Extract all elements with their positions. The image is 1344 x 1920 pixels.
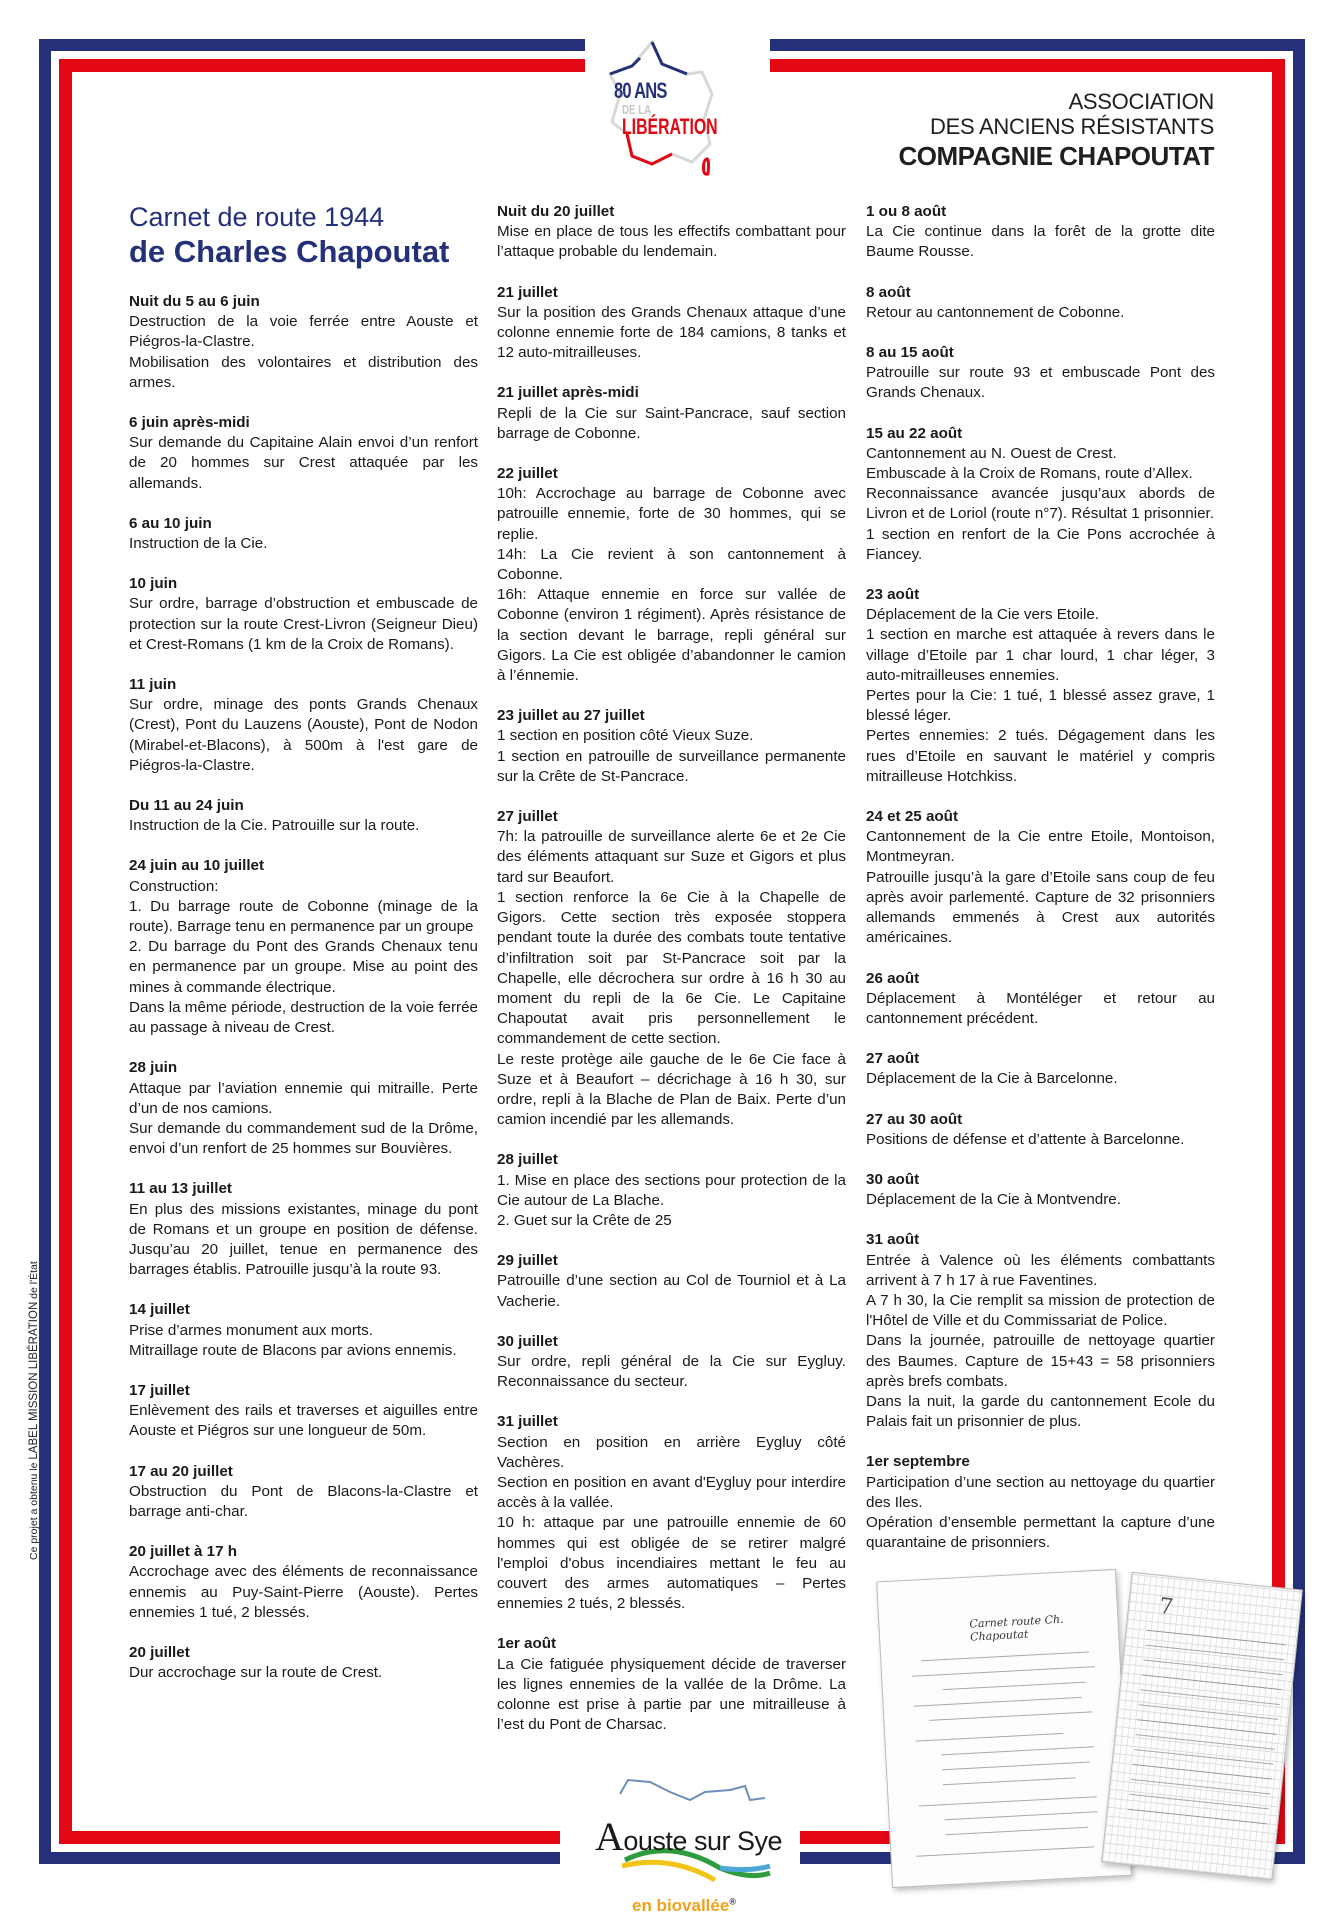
journal-entry — [129, 514, 478, 554]
notebook-page-title: Carnet route Ch. Chapoutat — [969, 1612, 1064, 1644]
journal-entry — [866, 424, 1215, 565]
entry-text: Section en position en arrière Eygluy côté Vachères. — [497, 1433, 846, 1471]
notebook-photos — [866, 1545, 1286, 1895]
entry-date: 29 juillet — [497, 1252, 558, 1270]
entry-date: 24 et 25 août — [866, 808, 959, 826]
entry-text: 1. Du barrage route de Cobonne (minage de la route). Barrage tenu en permanence par un groupe — [129, 897, 478, 936]
entry-text: Obstruction du Pont de Blacons-la-Clastre et barrage anti-char. — [129, 1482, 478, 1520]
entry-text: Enlèvement des rails et traverses et aiguilles entre Aouste et Piégros sur une longueur de 50m. — [129, 1402, 478, 1440]
entry-date: 17 juillet — [129, 1381, 190, 1399]
entry-text: 1 section en renfort de la Cie Pons accrochée à Fiancey. — [866, 525, 1215, 563]
entry-text: 1 section en patrouille de surveillance permanente sur la Crête de St-Pancrace. — [497, 747, 846, 785]
entry-text: Instruction de la Cie. — [129, 535, 268, 553]
page-title — [129, 201, 449, 271]
entry-date: 27 au 30 août — [866, 1110, 963, 1128]
entry-text: 14h: La Cie revient à son cantonnement à Cobonne. — [497, 545, 846, 584]
journal-entry — [866, 585, 1215, 787]
journal-entry — [129, 1462, 478, 1523]
entry-date: 11 juin — [129, 676, 177, 694]
column-middle — [497, 202, 846, 1755]
entry-text: Instruction de la Cie. Patrouille sur la route. — [129, 817, 420, 835]
entry-date: Nuit du 20 juillet — [497, 203, 615, 220]
entry-text: Construction: — [129, 877, 219, 895]
journal-entry — [497, 383, 846, 444]
entry-text: Pertes ennemies: 2 tués. Dégagement dans les rues d’Etoile en sauvant le matériel y compris mitrailleuse Hotchkiss. — [866, 727, 1215, 785]
journal-entry — [129, 675, 478, 776]
journal-entry — [497, 706, 846, 787]
entry-date: 28 juin — [129, 1059, 178, 1077]
journal-entry — [866, 1452, 1215, 1553]
header-line-association: ASSOCIATION — [1068, 89, 1214, 114]
journal-entry — [129, 574, 478, 655]
label-mission-liberation — [28, 1261, 40, 1560]
journal-entry — [129, 856, 478, 1038]
entry-text: Attaque par l’aviation ennemie qui mitraille. Perte d’un de nos camions. — [129, 1079, 478, 1117]
entry-date: 30 juillet — [497, 1332, 558, 1350]
journal-entry — [129, 1179, 478, 1280]
journal-entry — [129, 796, 478, 836]
entry-text: 2. Guet sur la Crête de 25 — [497, 1211, 672, 1229]
entry-date: 6 juin après-midi — [129, 414, 250, 432]
entry-text: La Cie fatiguée physiquement décide de traverser les lignes ennemies de la vallée de la Drôme. La colonne est prise à partie par une mitrailleuse à l’est du Pont de Charsac. — [497, 1655, 846, 1734]
entry-text: 1 section en position côté Vieux Suze. — [497, 727, 754, 745]
entry-text: Patrouille jusqu’à la gare d’Etoile sans coup de feu après avoir parlementé. Capture de 32 prisonniers allemands emmenés à Crest aux autorités américaines. — [866, 868, 1215, 947]
entry-date: 22 juillet — [497, 465, 558, 483]
entry-text: En plus des missions existantes, minage du pont de Romans et un groupe en position de défense. Jusqu’au 20 juillet, tenue en permanence des barrages établis. Patrouille jusqu’à la route 93. — [129, 1200, 478, 1279]
entry-text: Mobilisation des volontaires et distribution des armes. — [129, 353, 478, 391]
entry-date: 21 juillet — [497, 283, 558, 301]
entry-date: 20 juillet — [129, 1643, 190, 1661]
entry-text: Mise en place de tous les effectifs combattant pour l’attaque probable du lendemain. — [497, 223, 846, 261]
entry-text: A 7 h 30, la Cie remplit sa mission de protection de l'Hôtel de Ville et du Commissariat de Police. — [866, 1291, 1215, 1330]
entry-date: 11 au 13 juillet — [129, 1180, 232, 1198]
entry-date: Nuit du 5 au 6 juin — [129, 293, 260, 310]
logo-name-rest: ouste sur Sye — [623, 1826, 782, 1856]
journal-entry — [497, 1634, 846, 1735]
logo-text-liberation: LIBÉRATION — [622, 114, 718, 139]
entry-text: Sur demande du Capitaine Alain envoi d’un renfort de 20 hommes sur Crest attaquée par les allemands. — [129, 434, 478, 492]
entry-date: 6 au 10 juin — [129, 514, 212, 532]
entry-text: Reconnaissance avancée jusqu’aux abords de Livron et de Loriol (route n°7). Résultat 1 prisonnier. — [866, 485, 1215, 523]
entry-text: 1 section en marche est attaquée à revers dans le village d’Etoile par 1 char lourd, 1 char léger, 3 auto-mitrailleuses ennemies. — [866, 626, 1215, 684]
side-label-suffix: de l'État — [28, 1261, 40, 1302]
entry-text: Participation d’une section au nettoyage du quartier des Iles. — [866, 1473, 1215, 1511]
journal-entry — [497, 202, 846, 263]
journal-entry — [497, 1332, 846, 1393]
entry-text: La Cie continue dans la forêt de la grotte dite Baume Rousse. — [866, 223, 1215, 261]
entry-date: 10 juin — [129, 575, 178, 593]
journal-entry — [129, 1542, 478, 1623]
notebook-page-1 — [876, 1569, 1132, 1888]
entry-date: 27 juillet — [497, 808, 558, 826]
entry-text: Sur la position des Grands Chenaux attaque d’une colonne ennemie forte de 184 camions, 8 tanks et 12 auto-mitrailleuses. — [497, 303, 846, 362]
entry-date: 23 août — [866, 586, 920, 604]
side-label-prefix: Ce projet a obtenu le — [28, 1459, 40, 1560]
entry-text: Déplacement à Montéléger et retour au cantonnement précédent. — [866, 989, 1215, 1027]
header-line-compagnie: COMPAGNIE CHAPOUTAT — [898, 140, 1214, 171]
entry-date: 1er septembre — [866, 1453, 970, 1471]
entry-text: Sur demande du commandement sud de la Drôme, envoi d’un renfort de 25 hommes sur Bouvières. — [129, 1119, 478, 1158]
entry-date: 21 juillet après-midi — [497, 384, 639, 402]
entry-text: Entrée à Valence où les éléments combattants arrivent à 7 h 17 à rue Faventines. — [866, 1251, 1215, 1289]
journal-entry — [129, 413, 478, 494]
entry-text: Sur ordre, minage des ponts Grands Chenaux (Crest), Pont du Lauzens (Aouste), Pont de Nodon (Mirabel-et-Blacons), à 500m à l'est gare de Piégros-la-Clastre. — [129, 696, 478, 774]
entry-date: 30 août — [866, 1170, 920, 1188]
entry-text: Sur ordre, repli général de la Cie sur Eygluy. Reconnaissance du secteur. — [497, 1352, 846, 1391]
entry-text: 16h: Attaque ennemie en force sur vallée de Cobonne (environ 1 régiment). Après résistance de la section devant le barrage, repli général sur Gigors. La Cie est obligée d’abandonner le camion à l’énnemie. — [497, 586, 846, 685]
journal-entry — [497, 283, 846, 364]
entry-date: 14 juillet — [129, 1301, 190, 1319]
entry-date: 8 au 15 août — [866, 344, 954, 362]
entry-text: Destruction de la voie ferrée entre Aouste et Piégros-la-Clastre. — [129, 313, 478, 351]
title-line-1: Carnet de route 1944 — [129, 202, 385, 232]
entry-text: Embuscade à la Croix de Romans, route d’Allex. — [866, 465, 1193, 483]
entry-text: 2. Du barrage du Pont des Grands Chenaux tenu en permanence par un groupe. Mise au point des mines à commande électrique. — [129, 938, 478, 996]
journal-entry — [866, 1170, 1215, 1210]
logo-text-80-ans: 80 ANS — [614, 78, 667, 103]
entry-text: Prise d’armes monument aux morts. — [129, 1321, 373, 1339]
entry-date: 17 au 20 juillet — [129, 1462, 233, 1480]
entry-text: Pertes pour la Cie: 1 tué, 1 blessé assez grave, 1 blessé léger. — [866, 687, 1215, 725]
logo-aouste-sur-sye — [570, 1768, 790, 1918]
entry-text: 7h: la patrouille de surveillance alerte 6e et 2e Cie des éléments attaquant sur Suze et Gigors et plus tard sur Beaufort. — [497, 828, 846, 886]
journal-entry — [129, 1300, 478, 1361]
entry-text: Cantonnement au N. Ouest de Crest. — [866, 444, 1117, 462]
entry-text: Retour au cantonnement de Cobonne. — [866, 303, 1125, 321]
entry-date: Du 11 au 24 juin — [129, 797, 244, 815]
entry-date: 1er août — [497, 1635, 557, 1653]
journal-entry — [497, 1251, 846, 1312]
logo-tagline-text: en biovallée — [632, 1896, 730, 1915]
journal-entry — [129, 1643, 478, 1683]
logo-tagline — [632, 1896, 736, 1916]
entry-text: 1 section renforce la 6e Cie à la Chapelle de Gigors. Cette section très exposée stoppera pendant toute la durée des combats toute tentative d’infiltration soit par St-Pancrace soit par la Chapelle, elle décrochera sur ordre à 16 h 30 au moment du repli de la 6e Cie. Le Capitaine Chapoutat avait pris personnellement le commandement de cette section. — [497, 888, 846, 1048]
entry-text: Dans la nuit, la garde du cantonnement Ecole du Palais fait un prisonnier de plus. — [866, 1392, 1215, 1431]
journal-entry — [129, 1058, 478, 1159]
entry-date: 27 août — [866, 1050, 920, 1068]
journal-entry — [866, 343, 1215, 404]
entry-text: 10 h: attaque par une patrouille ennemie de 60 hommes qui est obligée de se retirer malgré l'emploi d'obus incendiaires mettant le feu au couvert des armes automatiques – Pertes ennemies 2 tués, 2 blessés. — [497, 1514, 846, 1613]
notebook-page-2 — [1101, 1572, 1303, 1880]
notebook-page-number: 7 — [1157, 1593, 1175, 1621]
entry-text: 10h: Accrochage au barrage de Cobonne avec patrouille ennemie, forte de 30 hommes, qui se replie. — [497, 485, 846, 543]
registered-mark: ® — [729, 1896, 736, 1907]
journal-entry — [866, 283, 1215, 323]
entry-text: Déplacement de la Cie vers Etoile. — [866, 606, 1099, 624]
entry-date: 23 juillet au 27 juillet — [497, 707, 645, 725]
logo-text-de-la: DE LA — [622, 102, 652, 117]
entry-text: Déplacement de la Cie à Montvendre. — [866, 1191, 1121, 1209]
entry-date: 20 juillet à 17 h — [129, 1543, 238, 1561]
association-header — [899, 89, 1215, 171]
entry-text: Repli de la Cie sur Saint-Pancrace, sauf section barrage de Cobonne. — [497, 404, 846, 442]
journal-entry — [497, 464, 846, 686]
entry-text: Le reste protège aile gauche de le 6e Cie face à Suze et à Beaufort – décrichage à 16 h 30, sur ordre, repli à la Blache de Plan de Baix. Perte d’un camion incendié par les allemands. — [497, 1050, 846, 1129]
logo-town-name — [595, 1813, 782, 1860]
journal-entry — [866, 807, 1215, 948]
entry-text: Opération d’ensemble permettant la capture d’une quarantaine de prisonniers. — [866, 1513, 1215, 1552]
journal-entry — [497, 807, 846, 1130]
header-line-anciens-resistants: DES ANCIENS RÉSISTANTS — [930, 114, 1214, 140]
entry-text: Patrouille sur route 93 et embuscade Pont des Grands Chenaux. — [866, 364, 1215, 402]
entry-text: Déplacement de la Cie à Barcelonne. — [866, 1070, 1118, 1088]
entry-date: 26 août — [866, 969, 920, 987]
entry-date: 1 ou 8 août — [866, 203, 947, 220]
entry-date: 15 au 22 août — [866, 424, 963, 442]
journal-entry — [497, 1412, 846, 1614]
entry-text: Patrouille d’une section au Col de Tourniol et à La Vacherie. — [497, 1272, 846, 1310]
column-left — [129, 292, 478, 1703]
journal-entry — [866, 1049, 1215, 1089]
journal-entry — [129, 1381, 478, 1442]
logo-capital-a: A — [595, 1814, 624, 1859]
journal-entry — [866, 202, 1215, 263]
journal-entry — [497, 1150, 846, 1231]
title-line-2: de Charles Chapoutat — [129, 234, 450, 269]
entry-text: Mitraillage route de Blacons par avions ennemis. — [129, 1341, 457, 1359]
entry-date: 31 août — [866, 1231, 920, 1249]
entry-text: Cantonnement de la Cie entre Etoile, Montoison, Montmeyran. — [866, 828, 1215, 866]
entry-text: 1. Mise en place des sections pour protection de la Cie autour de La Blache. — [497, 1171, 846, 1209]
france-map-icon — [592, 34, 760, 184]
side-label-emphasis: LABEL MISSION LIBÉRATION — [28, 1301, 40, 1460]
journal-entry — [866, 1230, 1215, 1432]
entry-text: Dur accrochage sur la route de Crest. — [129, 1664, 383, 1682]
entry-date: 8 août — [866, 283, 911, 301]
entry-date: 28 juillet — [497, 1151, 558, 1169]
entry-date: 31 juillet — [497, 1413, 558, 1431]
journal-entry — [866, 969, 1215, 1030]
entry-text: Sur ordre, barrage d’obstruction et embuscade de protection sur la route Crest-Livron (Seigneur Dieu) et Crest-Romans (1 km de la Croix de Romans). — [129, 595, 478, 653]
journal-entry — [866, 1110, 1215, 1150]
column-right — [866, 202, 1215, 1573]
logo-80-ans-liberation — [592, 34, 760, 184]
entry-date: 24 juin au 10 juillet — [129, 857, 265, 875]
journal-entry — [129, 292, 478, 393]
entry-text: Accrochage avec des éléments de reconnaissance ennemis au Puy-Saint-Pierre (Aouste). Pertes ennemies 1 tué, 2 blessés. — [129, 1563, 478, 1621]
entry-text: Dans la journée, patrouille de nettoyage quartier des Baumes. Capture de 15+43 = 58 prisonniers après brefs combats. — [866, 1332, 1215, 1390]
entry-text: Positions de défense et d’attente à Barcelonne. — [866, 1130, 1185, 1148]
entry-text: Section en position en avant d'Eygluy pour interdire accès à la vallée. — [497, 1473, 846, 1512]
entry-text: Dans la même période, destruction de la voie ferrée au passage à niveau de Crest. — [129, 998, 478, 1037]
